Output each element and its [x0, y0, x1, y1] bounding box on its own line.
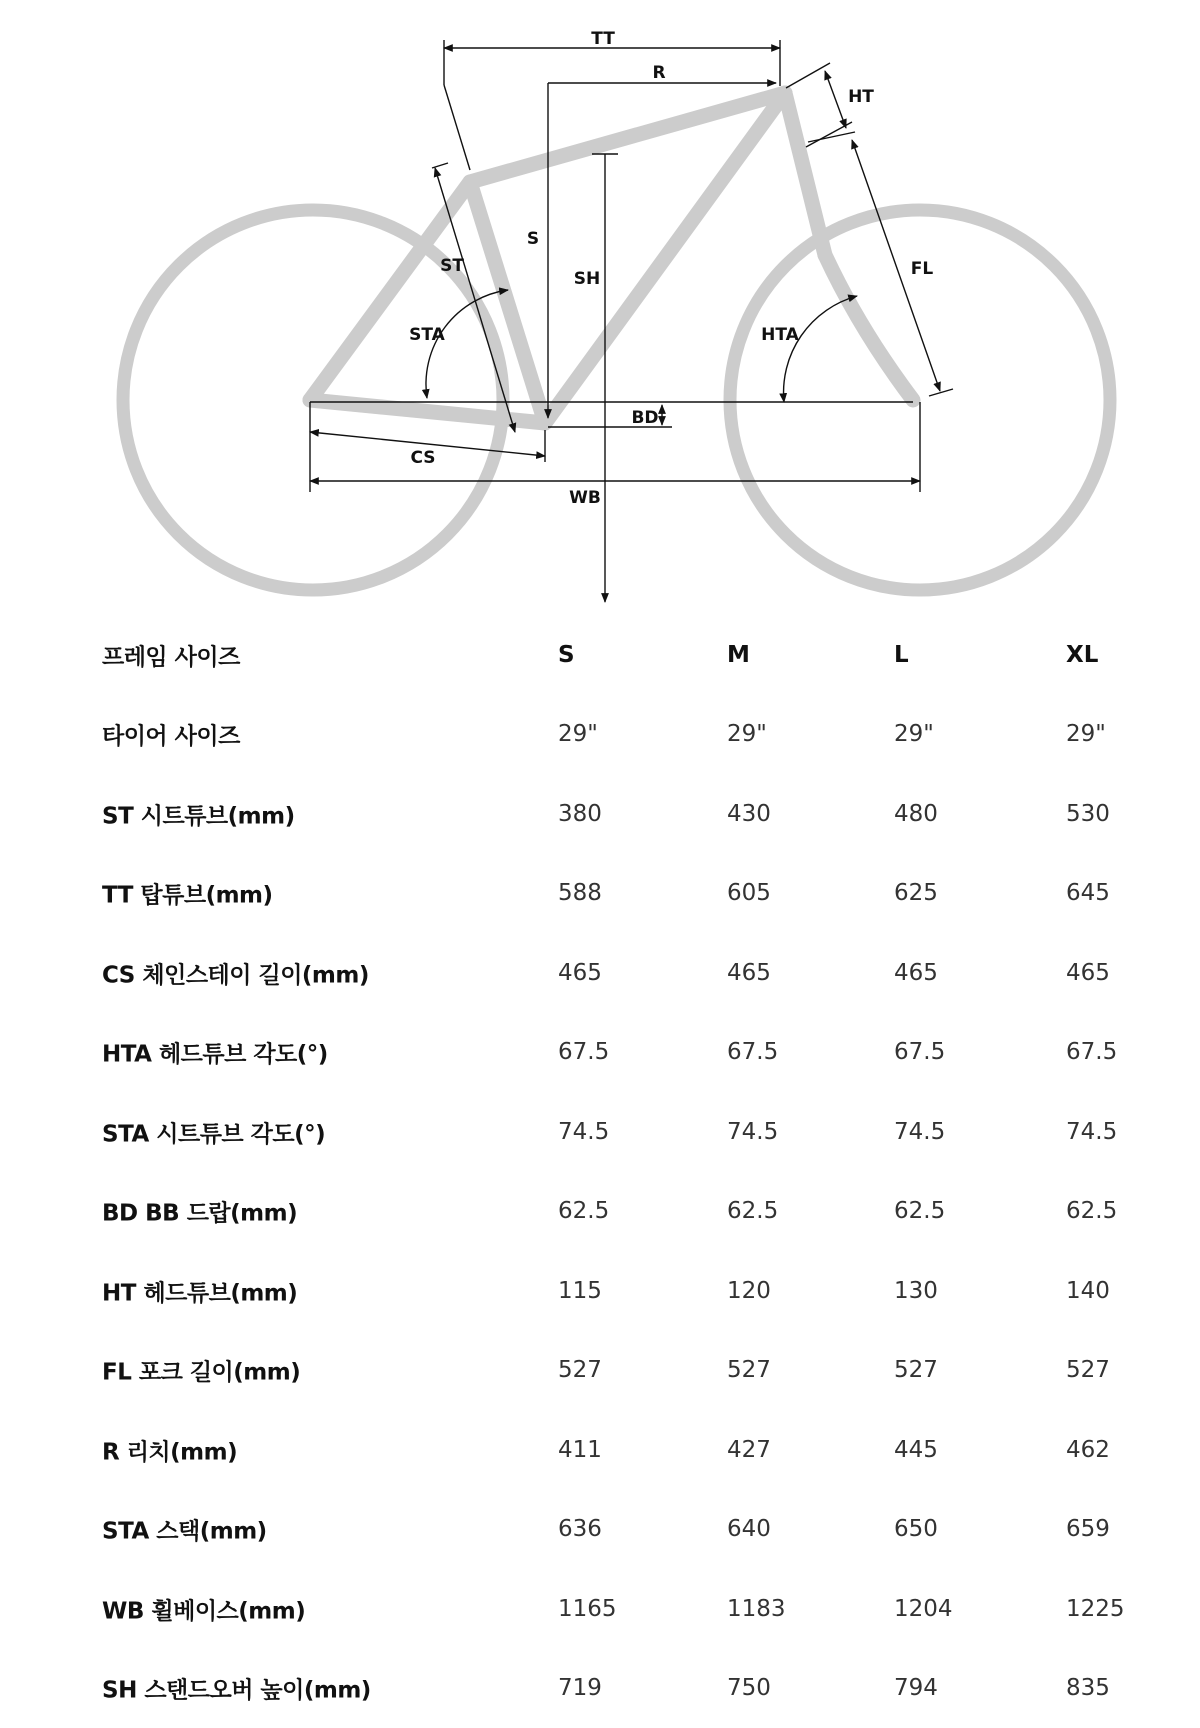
label-fl: FL	[911, 259, 934, 279]
row-value: 636	[558, 1516, 602, 1542]
row-value: 411	[558, 1437, 602, 1463]
row-value: 527	[894, 1357, 938, 1383]
row-value: 62.5	[894, 1198, 945, 1224]
row-label: TT 탑튜브(mm)	[102, 877, 273, 910]
row-value: 62.5	[558, 1198, 609, 1224]
row-value: 794	[894, 1675, 938, 1701]
table-header-row	[0, 615, 1200, 695]
table-row	[0, 1410, 1200, 1490]
row-value: 650	[894, 1516, 938, 1542]
row-value: 465	[894, 960, 938, 986]
row-value: 719	[558, 1675, 602, 1701]
table-row	[0, 1569, 1200, 1649]
label-r: R	[652, 63, 665, 83]
row-value: 1183	[727, 1596, 786, 1622]
row-value: 67.5	[1066, 1039, 1117, 1065]
row-value: 74.5	[727, 1119, 778, 1145]
row-label: SH 스탠드오버 높이(mm)	[102, 1672, 371, 1705]
row-value: 67.5	[727, 1039, 778, 1065]
label-ht: HT	[848, 87, 874, 107]
row-value: 427	[727, 1437, 771, 1463]
row-value: 1225	[1066, 1596, 1125, 1622]
row-value: 605	[727, 880, 771, 906]
row-label: FL 포크 길이(mm)	[102, 1354, 300, 1387]
bike-geometry-diagram	[0, 0, 1200, 610]
row-value: 1204	[894, 1596, 953, 1622]
size-l-header: L	[894, 642, 909, 668]
table-row	[0, 1251, 1200, 1331]
row-value: 835	[1066, 1675, 1110, 1701]
row-value: 140	[1066, 1278, 1110, 1304]
row-label: HT 헤드튜브(mm)	[102, 1274, 297, 1307]
table-row	[0, 854, 1200, 934]
bike-frame	[310, 93, 913, 423]
row-value: 465	[727, 960, 771, 986]
row-label: CS 체인스테이 길이(mm)	[102, 956, 369, 989]
row-label: R 리치(mm)	[102, 1433, 237, 1466]
table-row	[0, 1649, 1200, 1728]
row-value: 29"	[727, 721, 767, 747]
frame-size-header: 프레임 사이즈	[102, 638, 240, 671]
row-label: HTA 헤드튜브 각도(°)	[102, 1036, 328, 1069]
row-value: 527	[727, 1357, 771, 1383]
row-value: 445	[894, 1437, 938, 1463]
row-label: ST 시트튜브(mm)	[102, 797, 295, 830]
row-value: 659	[1066, 1516, 1110, 1542]
row-value: 67.5	[558, 1039, 609, 1065]
label-s: S	[527, 229, 539, 249]
table-row	[0, 933, 1200, 1013]
row-value: 62.5	[1066, 1198, 1117, 1224]
row-value: 527	[1066, 1357, 1110, 1383]
size-m-header: M	[727, 642, 750, 668]
row-value: 115	[558, 1278, 602, 1304]
table-row	[0, 1490, 1200, 1570]
table-row	[0, 1092, 1200, 1172]
row-value: 588	[558, 880, 602, 906]
row-value: 530	[1066, 801, 1110, 827]
table-row	[0, 1331, 1200, 1411]
label-wb: WB	[569, 488, 601, 508]
label-sta: STA	[409, 325, 446, 345]
row-value: 527	[558, 1357, 602, 1383]
row-value: 480	[894, 801, 938, 827]
table-row	[0, 695, 1200, 775]
geometry-table	[0, 615, 1200, 1728]
row-label: STA 시트튜브 각도(°)	[102, 1115, 325, 1148]
row-value: 462	[1066, 1437, 1110, 1463]
row-value: 29"	[558, 721, 598, 747]
row-value: 62.5	[727, 1198, 778, 1224]
row-value: 625	[894, 880, 938, 906]
row-value: 1165	[558, 1596, 617, 1622]
label-sh: SH	[574, 269, 600, 289]
row-value: 29"	[1066, 721, 1106, 747]
row-label: STA 스택(mm)	[102, 1513, 267, 1546]
row-value: 380	[558, 801, 602, 827]
table-row	[0, 774, 1200, 854]
row-value: 74.5	[1066, 1119, 1117, 1145]
row-value: 640	[727, 1516, 771, 1542]
table-row	[0, 1013, 1200, 1093]
row-value: 130	[894, 1278, 938, 1304]
row-value: 67.5	[894, 1039, 945, 1065]
label-st: ST	[440, 256, 464, 276]
size-s-header: S	[558, 642, 575, 668]
label-cs: CS	[410, 448, 435, 468]
row-value: 465	[1066, 960, 1110, 986]
label-tt: TT	[591, 29, 615, 49]
row-label: WB 휠베이스(mm)	[102, 1592, 305, 1625]
size-xl-header: XL	[1066, 642, 1098, 668]
row-value: 750	[727, 1675, 771, 1701]
row-value: 74.5	[894, 1119, 945, 1145]
row-value: 120	[727, 1278, 771, 1304]
row-value: 29"	[894, 721, 934, 747]
row-value: 645	[1066, 880, 1110, 906]
row-label: BD BB 드랍(mm)	[102, 1195, 297, 1228]
row-label: 타이어 사이즈	[102, 718, 240, 751]
row-value: 74.5	[558, 1119, 609, 1145]
label-bd: BD	[631, 408, 658, 428]
table-row	[0, 1172, 1200, 1252]
row-value: 465	[558, 960, 602, 986]
label-hta: HTA	[761, 325, 800, 345]
row-value: 430	[727, 801, 771, 827]
